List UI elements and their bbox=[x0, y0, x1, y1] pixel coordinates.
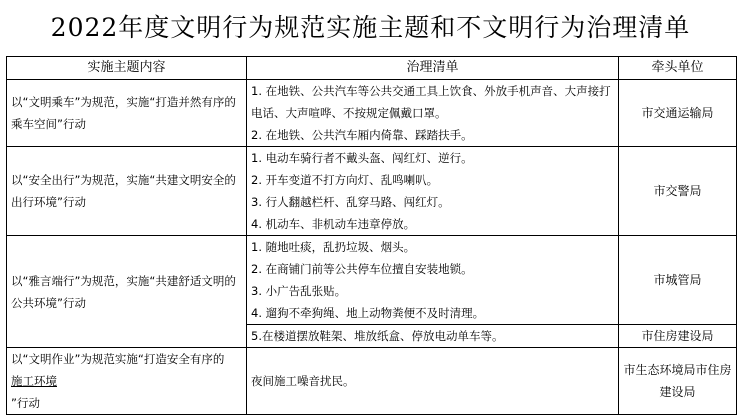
list-item: 3. 行人翻越栏杆、乱穿马路、闯红灯。 bbox=[251, 195, 450, 209]
dept-cell: 市生态环境局市住房建设局 bbox=[619, 348, 737, 415]
theme-suffix: ”行动 bbox=[11, 396, 40, 410]
governance-table bbox=[6, 56, 737, 415]
list-item: 4. 机动车、非机动车违章停放。 bbox=[251, 217, 416, 231]
header-dept: 牵头单位 bbox=[619, 57, 737, 80]
list-item: 5.在楼道摆放鞋架、堆放纸盒、停放电动单车等。 bbox=[251, 329, 504, 343]
list-item: 2. 在商铺门前等公共停车位擅自安装地锁。 bbox=[251, 262, 473, 276]
list-item: 1. 电动车骑行者不戴头盔、闯红灯、逆行。 bbox=[251, 151, 473, 165]
header-theme: 实施主题内容 bbox=[7, 57, 247, 80]
table-row bbox=[7, 80, 737, 147]
list-cell bbox=[247, 236, 619, 325]
list-item: 夜间施工噪音扰民。 bbox=[251, 374, 355, 388]
list-item: 2. 开车变道不打方向灯、乱鸣喇叭。 bbox=[251, 173, 439, 187]
list-cell bbox=[247, 325, 619, 348]
dept-cell: 市城管局 bbox=[619, 236, 737, 325]
list-item: 4. 遛狗不牵狗绳、地上动物粪便不及时清理。 bbox=[251, 306, 485, 320]
list-cell bbox=[247, 348, 619, 415]
dept-cell: 市交通运输局 bbox=[619, 80, 737, 147]
table-header-row bbox=[7, 57, 737, 80]
theme-cell bbox=[7, 348, 247, 415]
list-item: 3. 小广告乱张贴。 bbox=[251, 284, 347, 298]
header-list: 治理清单 bbox=[247, 57, 619, 80]
theme-underlined: 施工环境 bbox=[11, 374, 57, 388]
theme-prefix: 以“文明作业”为规范实施“打造安全有序的 bbox=[11, 352, 225, 366]
dept-cell: 市住房建设局 bbox=[619, 325, 737, 348]
document-title: 2022年度文明行为规范实施主题和不文明行为治理清单 bbox=[50, 13, 691, 42]
list-cell bbox=[247, 80, 619, 147]
table-row bbox=[7, 147, 737, 236]
table-row bbox=[7, 348, 737, 415]
theme-text bbox=[11, 348, 242, 414]
list-item: 1. 在地铁、公共汽车等公共交通工具上饮食、外放手机声音、大声接打电话、大声喧哗、不按规定佩戴口罩。 bbox=[251, 84, 611, 120]
list-item: 2. 在地铁、公共汽车厢内倚靠、踩踏扶手。 bbox=[251, 128, 473, 142]
dept-cell: 市交警局 bbox=[619, 147, 737, 236]
theme-cell: 以“雅言端行”为规范，实施“共建舒适文明的公共环境”行动 bbox=[7, 236, 247, 348]
table-row bbox=[7, 236, 737, 325]
list-cell bbox=[247, 147, 619, 236]
list-item: 1. 随地吐痰，乱扔垃圾、烟头。 bbox=[251, 240, 416, 254]
theme-cell: 以“安全出行”为规范，实施“共建文明安全的出行环境”行动 bbox=[7, 147, 247, 236]
theme-cell: 以“文明乘车”为规范，实施“打造并然有序的乘车空间”行动 bbox=[7, 80, 247, 147]
